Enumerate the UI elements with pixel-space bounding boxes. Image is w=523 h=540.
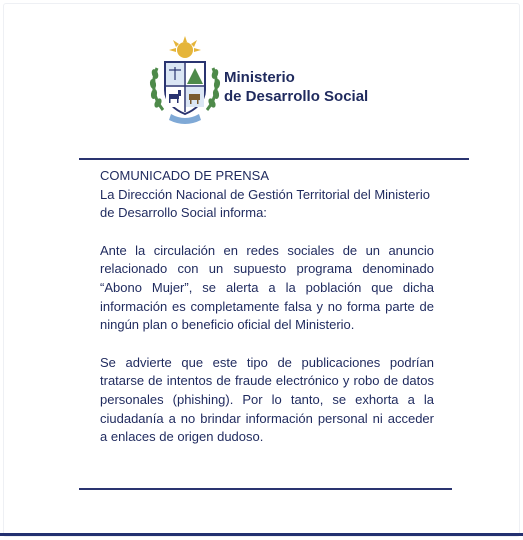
paragraph-1: Ante la circulación en redes sociales de un anuncio relacionado con un supuesto programa denominado “Abono Mujer”, se alerta a la población que dicha información es completamente falsa y no forma parte de ningún plan o beneficio oficial del Ministerio. xyxy=(100,242,434,333)
bottom-divider xyxy=(79,488,452,490)
header xyxy=(149,34,409,134)
ministry-name xyxy=(224,68,368,106)
page-bottom-border xyxy=(0,533,523,536)
top-divider xyxy=(79,158,469,160)
uruguay-coat-of-arms-logo xyxy=(149,34,221,126)
press-release-heading: COMUNICADO DE PRENSA xyxy=(100,168,270,183)
press-release-body xyxy=(100,167,434,447)
paragraph-2: Se advierte que este tipo de publicaciones podrían tratarse de intentos de fraude electrónico y robo de datos personales (phishing). Por lo tanto, se exhorta a la ciudadanía a no brindar información personal ni acceder a enlaces de origen dudoso. xyxy=(100,354,434,445)
intro-text: La Dirección Nacional de Gestión Territorial del Ministerio de Desarrollo Social informa: xyxy=(100,186,430,221)
ministry-name-line1: Ministerio xyxy=(224,69,295,86)
ministry-name-line2: de Desarrollo Social xyxy=(224,88,369,105)
press-release-document xyxy=(4,4,519,536)
